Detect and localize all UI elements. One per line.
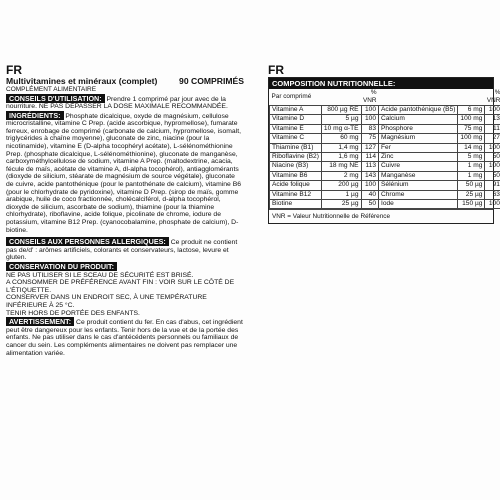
col-per-tablet: Par comprimé — [271, 93, 312, 100]
usage-text: Prendre 1 comprimé par jour avec de la nourriture. NE PAS DÉPASSER LA DOSE MAXIMALE RECOMMANDÉE. — [6, 95, 228, 111]
nutrient-vnr: 100 — [485, 143, 500, 152]
ingredients-section — [6, 112, 244, 235]
nutrient-name: Fer — [379, 143, 458, 152]
table-row — [270, 115, 500, 124]
table-footnote: VNR = Valeur Nutritionnelle de Référence — [269, 209, 493, 223]
table-row — [270, 153, 500, 162]
nutrient-vnr: 75 — [361, 134, 378, 143]
nutrient-amount: 1,4 mg — [321, 143, 361, 152]
table-row — [270, 181, 500, 190]
ingredients-text: Phosphate dicalcique, oxyde de magnésium, cellulose microcristalline, vitamine C Prep. (acide ascorbique, hypromellose), fumarate ferreux, enrobage de comprimé (carbonate de calcium, hypromellose, isomalt, triglycérides à chaîne moyenne), gluconate de zinc, niacine (pour la nicotinamide), vitamine E (D-alpha tocophéryl acétate), L-sélénométhionine Prep. (phosphate dicalcique, L-sélénométhionine), gluconate de manganèse, carboxyméthylcellulose de sodium, vitamine A Prep. (maltodextrine, acacia, fécule de maïs, acétate de vitamine A, dl-alpha tocophérol), antiagglomérants (dioxyde de silicium, stéarate de magnésium de source végétale), gluconate de cuivre, acide pantothénique (pour le pantothénate de calcium), vitamine B6 (pour le chlorhydrate de pyridoxine), vitamine D Prep. (sirop de maïs, gomme arabique, huile de coco fractionnée, cholécalciférol, d-alpha tocophérol, dioxyde de silicium, ascorbate de sodium), thiamine (pour la thiamine chlorhydrate), riboflavine, acide folique, picolinate de chrome, iodure de potassium, vitamine B12 Prep. (cyanocobalamine, phosphate de calcium), D-biotine. — [6, 112, 242, 234]
nutrient-name: Vitamine E — [270, 124, 322, 133]
nutrient-name: Acide pantothénique (B5) — [379, 106, 458, 115]
nutrient-amount: 2 mg — [321, 171, 361, 180]
nutrient-amount: 75 mg — [458, 124, 485, 133]
nutrition-table-box — [268, 77, 500, 224]
nutrient-amount: 1 µg — [321, 190, 361, 199]
nutrient-vnr: 27 — [485, 134, 500, 143]
nutrient-name: Thiamine (B1) — [270, 143, 322, 152]
nutrient-amount: 50 µg — [458, 181, 485, 190]
nutrient-amount: 6 mg — [458, 106, 485, 115]
nutrient-vnr: 100 — [485, 200, 500, 209]
nutrient-vnr: 50 — [485, 171, 500, 180]
usage-heading: CONSEILS D'UTILISATION: — [6, 94, 105, 103]
nutrient-amount: 5 mg — [458, 153, 485, 162]
storage-line: A CONSOMMER DE PRÉFÉRENCE AVANT FIN : VOIR SUR LE CÔTÉ DE L'ÉTIQUETTE. — [6, 279, 235, 294]
nutrient-name: Zinc — [379, 153, 458, 162]
left-panel — [6, 0, 244, 357]
nutrient-amount: 14 mg — [458, 143, 485, 152]
nutrient-name: Vitamine B12 — [270, 190, 322, 199]
nutrient-vnr: 50 — [361, 200, 378, 209]
warning-text: Ce produit contient du fer. En cas d'abus, cet ingrédient peut être dangereux pour les enfants. Tenir hors de la vue et de la portée des enfants. Ne pas utiliser dans le cas d'antécédents personnels ou familiaux de cancer du sein. Les compléments alimentaires ne doivent pas remplacer une alimentation variée. — [6, 319, 243, 357]
nutrient-name: Calcium — [379, 115, 458, 124]
language-code: FR — [268, 63, 284, 77]
nutrient-vnr: 13 — [485, 115, 500, 124]
allergy-heading: CONSEILS AUX PERSONNES ALLERGIQUES: — [6, 237, 169, 246]
table-row — [270, 171, 500, 180]
allergy-section — [6, 238, 244, 262]
product-title-row — [6, 76, 244, 86]
nutrition-table-title: COMPOSITION NUTRITIONNELLE: — [269, 78, 493, 89]
table-row — [270, 190, 500, 199]
nutrient-name: Acide folique — [270, 181, 322, 190]
nutrient-amount: 100 mg — [458, 115, 485, 124]
storage-heading: CONSERVATION DU PRODUIT: — [6, 262, 117, 271]
tablet-count: 90 COMPRIMÉS — [179, 76, 244, 86]
table-row — [270, 162, 500, 171]
nutrient-amount: 60 mg — [321, 134, 361, 143]
storage-line: NE PAS UTILISER SI LE SCEAU DE SÉCURITÉ EST BRISÉ. — [6, 271, 194, 279]
nutrient-name: Manganèse — [379, 171, 458, 180]
nutrient-amount: 1 mg — [458, 162, 485, 171]
nutrition-table — [269, 89, 500, 209]
table-row — [270, 143, 500, 152]
nutrient-name: Magnésium — [379, 134, 458, 143]
storage-section — [6, 263, 244, 272]
nutrient-name: Vitamine A — [270, 106, 322, 115]
nutrient-amount: 5 µg — [321, 115, 361, 124]
nutrient-amount: 25 µg — [458, 190, 485, 199]
product-subtitle: COMPLÉMENT ALIMENTAIRE — [6, 86, 97, 93]
allergy-text: Ce produit ne contient pas de/d' : arômes artificiels, colorants et conservateurs, lactose, levure et gluten. — [6, 239, 238, 262]
nutrient-amount: 25 µg — [321, 200, 361, 209]
nutrient-vnr: 100 — [361, 181, 378, 190]
nutrient-amount: 150 µg — [458, 200, 485, 209]
nutrient-name: Biotine — [270, 200, 322, 209]
warning-section — [6, 318, 244, 357]
usage-section — [6, 95, 244, 111]
nutrient-name: Vitamine D — [270, 115, 322, 124]
table-row — [270, 200, 500, 209]
nutrient-vnr: 127 — [361, 143, 378, 152]
nutrient-name: Phosphore — [379, 124, 458, 133]
nutrient-name: Cuivre — [379, 162, 458, 171]
nutrient-vnr: 40 — [361, 190, 378, 199]
nutrient-name: Sélénium — [379, 181, 458, 190]
nutrient-vnr: 143 — [361, 171, 378, 180]
nutrient-name: Riboflavine (B2) — [270, 153, 322, 162]
nutrient-name: Niacine (B3) — [270, 162, 322, 171]
storage-line: CONSERVER DANS UN ENDROIT SEC, À UNE TEMPÉRATURE INFÉRIEURE À 25 °C. — [6, 294, 207, 309]
nutrient-amount: 200 µg — [321, 181, 361, 190]
storage-line: TENIR HORS DE PORTÉE DES ENFANTS. — [6, 309, 140, 317]
nutrient-vnr: 100 — [361, 106, 378, 115]
nutrient-name: Vitamine C — [270, 134, 322, 143]
nutrient-vnr: 113 — [361, 162, 378, 171]
nutrient-amount: 1 mg — [458, 171, 485, 180]
nutrient-vnr: 83 — [361, 124, 378, 133]
nutrient-name: Chrome — [379, 190, 458, 199]
product-name: Multivitamines et minéraux (complet) — [6, 76, 158, 86]
col-vnr: % VNR — [486, 89, 500, 104]
nutrient-vnr: 91 — [485, 181, 500, 190]
language-code: FR — [6, 63, 22, 77]
nutrient-vnr: 114 — [361, 153, 378, 162]
nutrient-name: Iode — [379, 200, 458, 209]
col-vnr: % VNR — [363, 89, 377, 104]
table-row — [270, 134, 500, 143]
right-panel — [268, 0, 500, 224]
table-row — [270, 106, 500, 115]
nutrient-name: Vitamine B6 — [270, 171, 322, 180]
nutrient-amount: 100 mg — [458, 134, 485, 143]
nutrient-vnr: 63 — [485, 190, 500, 199]
nutrient-vnr: 100 — [361, 115, 378, 124]
nutrient-vnr: 100 — [485, 106, 500, 115]
nutrient-vnr: 100 — [485, 162, 500, 171]
nutrient-vnr: 11 — [485, 124, 500, 133]
nutrient-amount: 10 mg α-TE — [321, 124, 361, 133]
nutrient-amount: 18 mg NE — [321, 162, 361, 171]
table-header-row — [270, 89, 500, 106]
table-row — [270, 124, 500, 133]
nutrient-amount: 1,6 mg — [321, 153, 361, 162]
warning-heading: AVERTISSEMENT: — [6, 317, 74, 326]
nutrient-amount: 800 µg RE — [321, 106, 361, 115]
ingredients-heading: INGRÉDIENTS: — [6, 111, 64, 120]
nutrient-vnr: 50 — [485, 153, 500, 162]
